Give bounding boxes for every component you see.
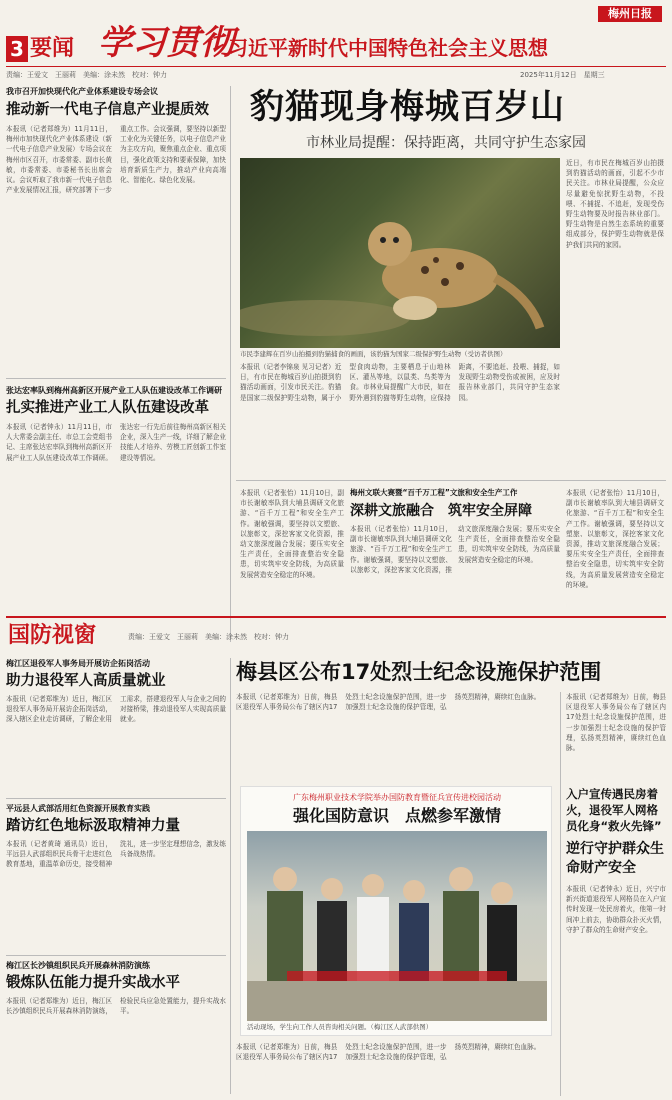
defense-right-top-body: 本报讯（记者郑维为）日前，梅县区退役军人事务局公布了辖区内17处烈士纪念设施保护范围，进一步加强烈士纪念设施的保护管理，弘扬英烈精神，赓续红色血脉。: [566, 693, 666, 753]
newspaper-logo: 梅州日报: [598, 6, 662, 22]
defense3-body: 本报讯（记者郑维为）近日，梅江区长沙镇组织民兵开展森林消防演练，检验民兵应急处置能力，提升实战水平。: [6, 997, 226, 1016]
defense2-kicker: 平远县人武部活用红色资源开展教育实践: [6, 804, 150, 813]
lead-headline: 豹猫现身梅城百岁山: [250, 87, 565, 127]
article1-kicker: 我市召开加快现代化产业体系建设专场会议: [6, 87, 158, 96]
article2-headline: 扎实推进产业工人队伍建设改革: [6, 400, 209, 416]
defense2-headline: 踏访红色地标汲取精神力量: [6, 818, 180, 834]
defense-photo-headline: 强化国防意识 点燃参军激情: [292, 806, 501, 825]
defense-main: [236, 658, 666, 1098]
culture-body: 本报讯（记者张怡）11月10日，副市长谢敏率队到大埔县调研文化旅游、“百千万工程”和安全生产工作。谢敏强调，要坚持以文塑旅、以旅彰文，深挖客家文化资源，推动文旅深度融合发展；要压实安全生产责任，全面排查整治安全隐患，切实筑牢安全防线，为高质量发展营造安全稳定的环境。: [350, 525, 560, 574]
defense-column-divider: [230, 658, 231, 1094]
article1-body: 本报讯（记者郑维为）11月11日，梅州市加快现代化产业体系建设（新一代电子信息产业发展）专场会议在梅州市区召开，市委常委、副市长黄敏，市委常委、市委秘书长出席会议。会议听取了我市新一代电子信息产业发展情况汇报，研究部署下一步重点工作。会议强调，要坚持以新型工业化为关键任务，以电子信息产业为主攻方向，聚焦重点企业、重点项目，强化政策支持和要素保障，加快培育新质生产力，推动产业向高端化、智能化、绿色化发展。: [6, 125, 226, 195]
side-story-body: 本报讯（记者钟永）近日，兴宁市新兴街道退役军人网格员在入户宣传时发现一处民房着火，他第一时间冲上前去，协助群众扑灭火情，守护了群众的生命财产安全。: [566, 885, 666, 934]
header-bar: [0, 0, 672, 79]
lead-body: 本报讯（记者李锦泉 见习记者）近日，有市民在梅城百岁山拍摄到豹猫活动画面，引发市民关注。豹猫是国家二级保护野生动物，属于小型食肉动物，主要栖息于山地林区、灌丛等地，以鼠类、鸟类等为食。市林业局提醒广大市民，如在野外遇到豹猫等野生动物，应保持距离，不要追赶、投喂、捕捉，如发现野生动物受伤或被困，应及时报告林业部门，共同守护生态家园。: [240, 363, 560, 402]
defense-left-column: [6, 658, 226, 1098]
calligraphy-title: 学习贯彻: [98, 23, 234, 63]
left-column: [6, 86, 226, 646]
culture-article: [236, 480, 666, 610]
column-slogan: 习近平新时代中国特色社会主义思想: [228, 36, 548, 60]
culture-headline: 深耕文旅融合 筑牢安全屏障: [350, 503, 532, 519]
leopard-cat-illustration: [240, 158, 560, 348]
lead-right-text: 近日，有市民在梅城百岁山拍摄到豹猫活动的画面，引起不少市民关注。市林业局提醒，公众应尽量避免惊扰野生动物，不投喂、不捕捉、不追赶，发现受伤野生动物要及时报告林业部门。野生动物是自然生态系统的重要组成部分，保护野生动物就是保护我们共同的家园。: [566, 159, 664, 249]
side-story-headline: 逆行守护群众生命财产安全: [566, 841, 664, 876]
defense-right-divider: [560, 692, 561, 1096]
defense-top-rule: [6, 616, 666, 618]
article2-kicker: 张达宏率队到梅州高新区开展产业工人队伍建设改革工作调研: [6, 386, 222, 395]
article2-body: 本报讯（记者钟永）11月11日，市人大常委会副主任、市总工会党组书记、主席张达宏率队到梅州高新区开展产业工人队伍建设改革工作调研。张达宏一行先后前往梅州高新区相关企业，深入生产一线，详细了解企业技能人才培养、劳模工匠创新工作室建设等情况。: [6, 423, 226, 462]
defense1-kicker: 梅江区退役军人事务局开展访企拓岗活动: [6, 659, 150, 668]
header-editors: 责编：王爱文 王丽莉 美编：涂未然 校对：钟力: [6, 71, 167, 79]
culture-left-body: 本报讯（记者张怡）11月10日，副市长谢敏率队到大埔县调研文化旅游、“百千万工程”和安全生产工作。谢敏强调，要坚持以文塑旅、以旅彰文，深挖客家文化资源，推动文旅深度融合发展；要压实安全生产责任，全面排查整治安全隐患，切实筑牢安全防线，为高质量发展营造安全稳定的环境。: [240, 489, 344, 579]
defense1-body: 本报讯（记者郑维为）近日，梅江区退役军人事务局开展访企拓岗活动，深入辖区企业走访调研，了解企业用工需求，搭建退役军人与企业之间的对接桥梁，推动退役军人实现高质量就业。: [6, 695, 226, 724]
leopard-cat-photo: [240, 158, 560, 348]
defense-main-headline: 梅县区公布17处烈士纪念设施保护范围: [236, 660, 602, 684]
defense-photo-card: [240, 786, 552, 1036]
event-scene-illustration: [247, 831, 547, 1021]
column-divider: [230, 86, 231, 642]
defense1-headline: 助力退役军人高质量就业: [6, 673, 166, 689]
defense-band-title: 国防视窗: [8, 623, 97, 648]
section-title: 要闻: [30, 36, 75, 61]
defense3-headline: 锻炼队伍能力提升实战水平: [6, 975, 180, 991]
article1-headline: 推动新一代电子信息产业提质效: [6, 102, 209, 118]
lead-subhead: 市林业局提醒：保持距离，共同守护生态家园: [306, 135, 586, 151]
defense-photo-kicker: 广东梅州职业技术学院举办国防教育暨征兵宣传进校园活动: [293, 793, 501, 802]
header-rule: [6, 66, 666, 67]
culture-right-body: 本报讯（记者张怡）11月10日，副市长谢敏率队到大埔县调研文化旅游、“百千万工程”和安全生产工作。谢敏强调，要坚持以文塑旅、以旅彰文，深挖客家文化资源，推动文旅深度融合发展；要压实安全生产责任，全面排查整治安全隐患，切实筑牢安全防线，为高质量发展营造安全稳定的环境。: [566, 489, 664, 589]
lead-photo-caption: 市民李建辉在百岁山拍摄到豹猫捕食的画面，该豹猫为国家二级保护野生动物（受访者供图）: [240, 350, 507, 358]
page-number-badge: 3: [6, 36, 28, 62]
culture-kicker: 梅州文联大赛暨“百千万工程”文旅和安全生产工作: [350, 488, 518, 497]
defense2-body: 本报讯（记者黄琦 通讯员）近日，平远县人武部组织民兵骨干走进红色教育基地，重温革命历史，接受精神洗礼，进一步坚定理想信念，激发练兵备战热情。: [6, 840, 226, 869]
defense-main-body: 本报讯（记者郑维为）日前，梅县区退役军人事务局公布了辖区内17处烈士纪念设施保护范围，进一步加强烈士纪念设施的保护管理，弘扬英烈精神，赓续红色血脉。: [236, 693, 541, 712]
defense-photo-caption: 活动现场，学生向工作人员咨询相关问题。（梅江区人武部供图）: [247, 1023, 433, 1031]
defense-editors: 责编：王爱文 王丽莉 美编：涂未然 校对：钟力: [128, 633, 289, 641]
defense-lower-body: 本报讯（记者郑维为）日前，梅县区退役军人事务局公布了辖区内17处烈士纪念设施保护范围，进一步加强烈士纪念设施的保护管理，弘扬英烈精神，赓续红色血脉。: [236, 1043, 541, 1062]
side-story-headline-top: 入户宣传遇民房着火，退役军人网格员化身“救火先锋”: [566, 787, 662, 833]
defense3-kicker: 梅江区长沙镇组织民兵开展森林消防演练: [6, 961, 150, 970]
recruitment-event-photo: [247, 831, 547, 1021]
header-date: 2025年11月12日 星期三: [520, 71, 605, 79]
